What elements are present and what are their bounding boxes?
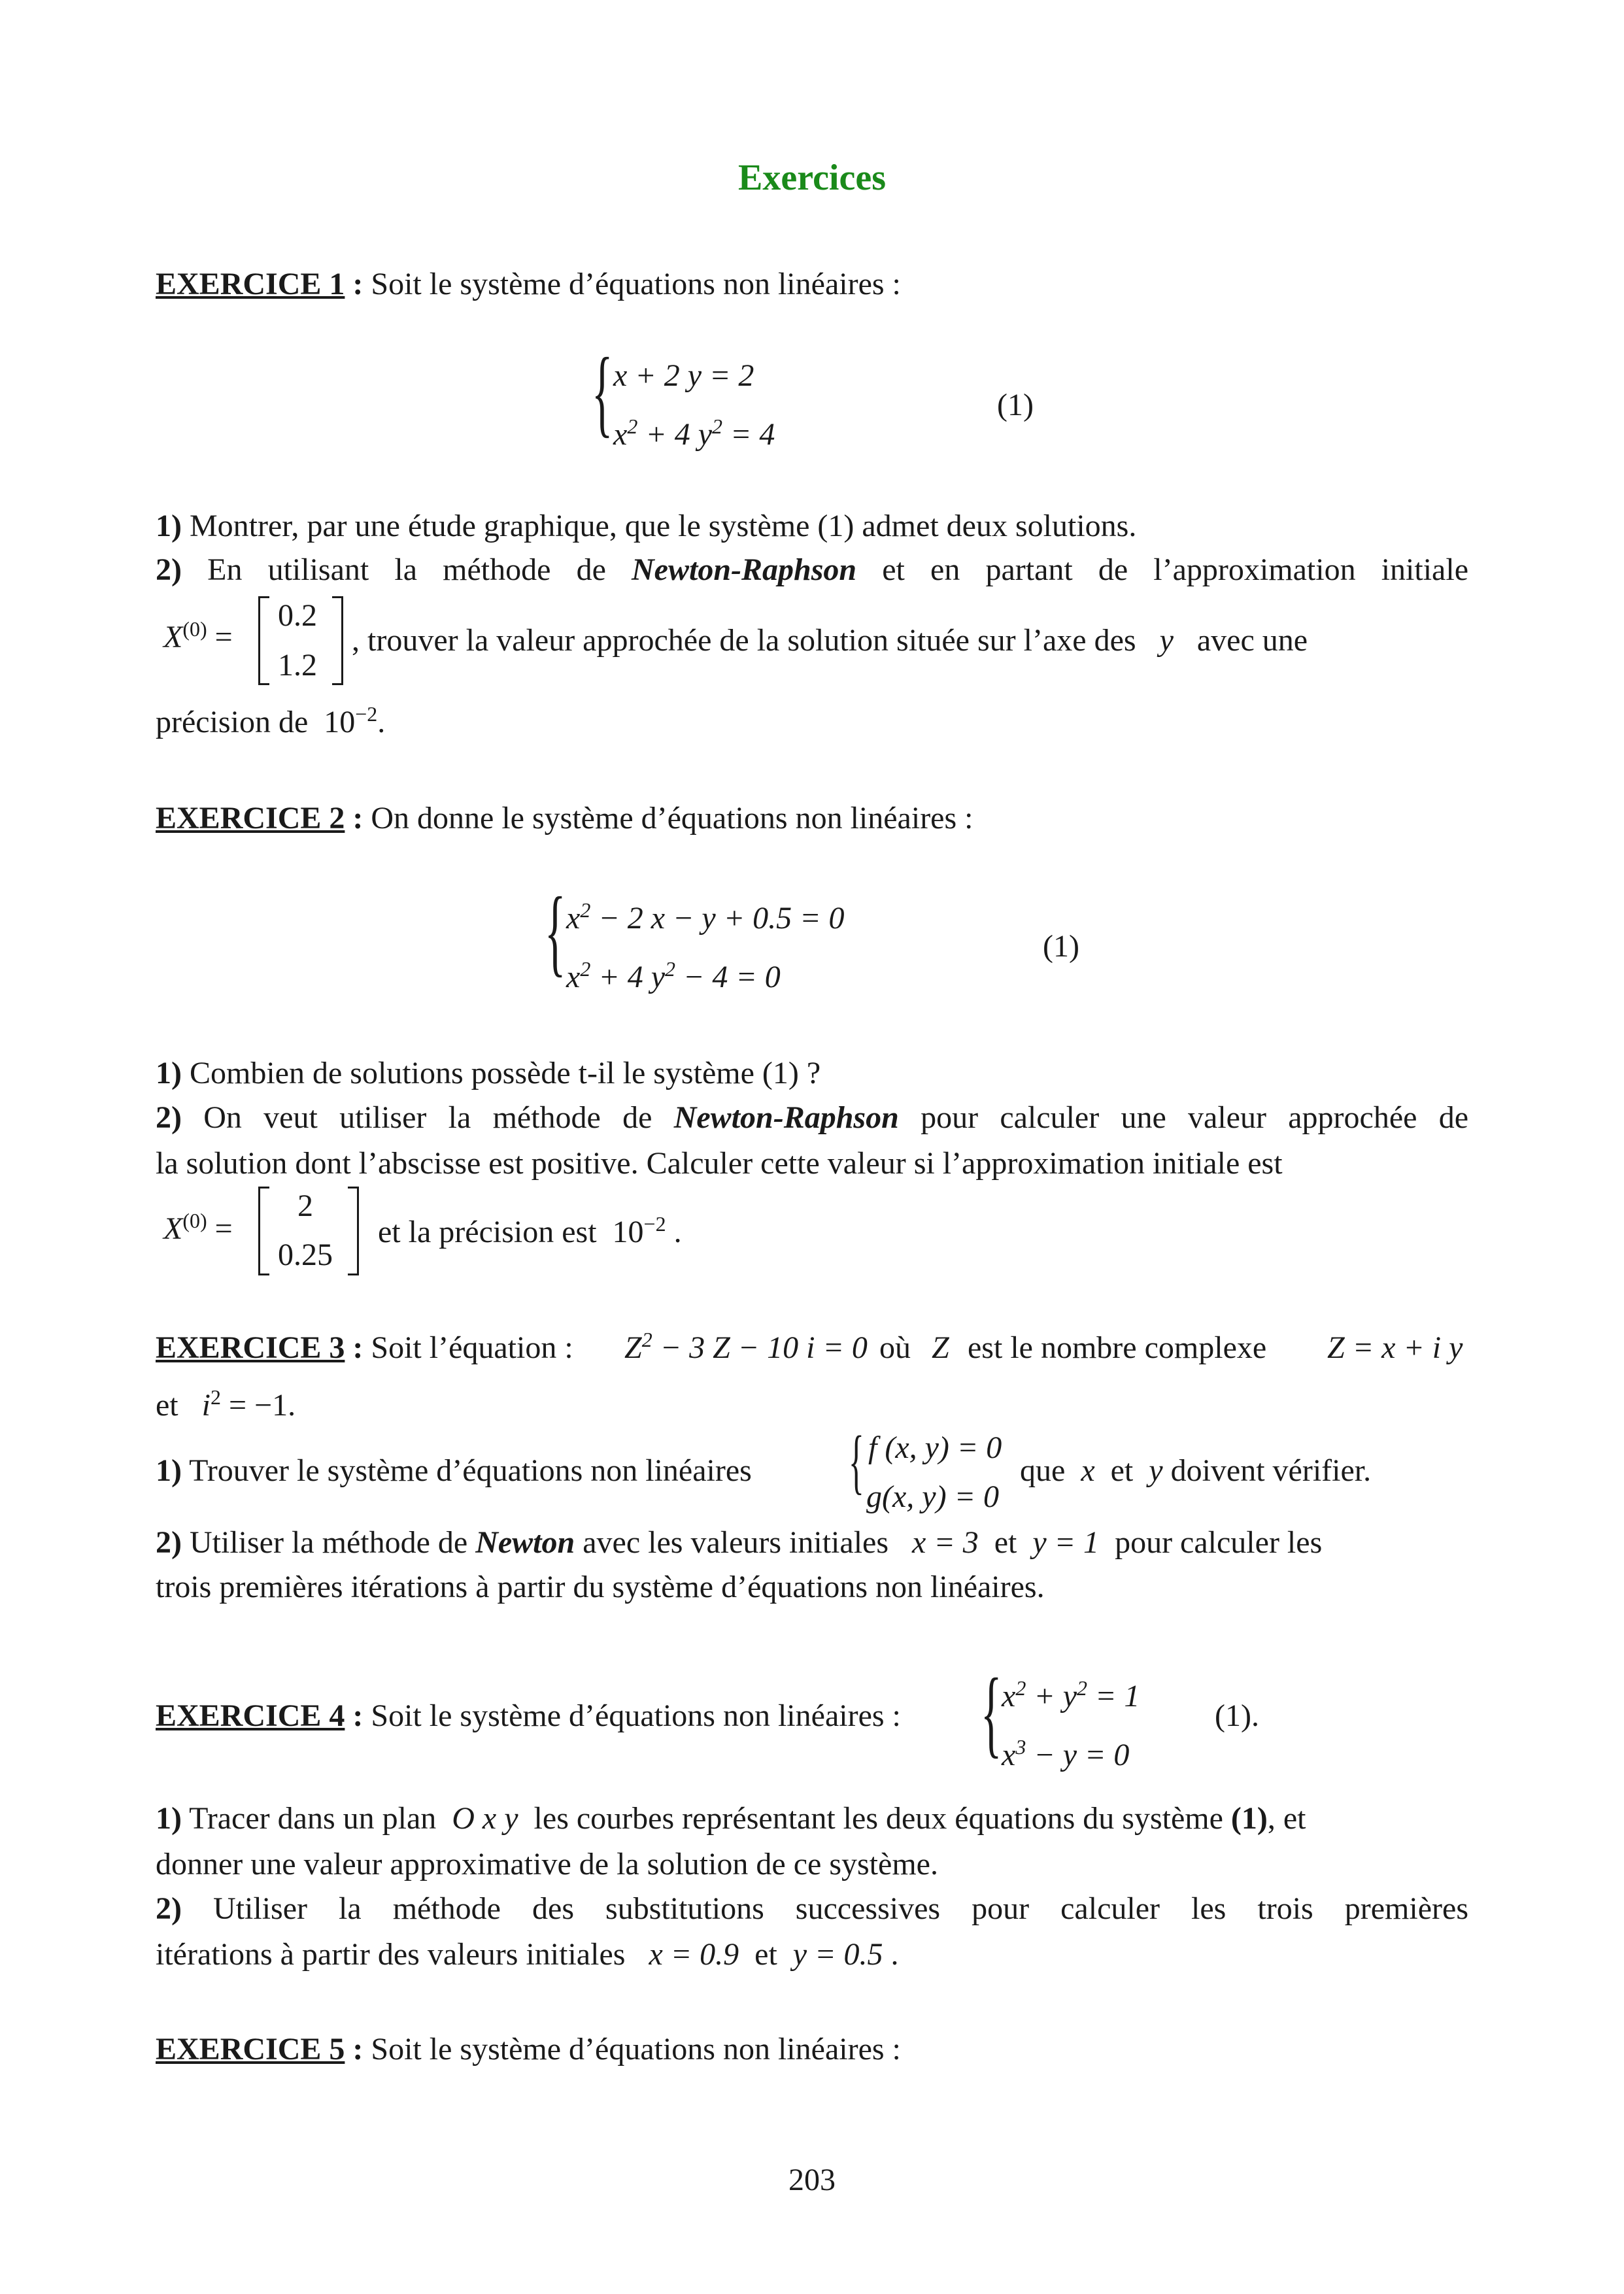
ex3-q1-b: que x et y doivent vérifier.: [1020, 1453, 1372, 1488]
ex1-vec-top: 0.2: [278, 598, 317, 633]
ex1-brace: {: [592, 338, 613, 447]
ex1-q2-line1: 2) En utilisant la méthode de Newton-Raphson et en partant de l’approximation initiale: [156, 552, 1468, 587]
ex2-heading: EXERCICE 2 : On donne le système d’équations non linéaires :: [156, 801, 973, 835]
ex2-x0-label: $X^{(0)}$ =: [163, 1209, 233, 1246]
ex2-q1: 1) Combien de solutions possède t-il le système (1) ?: [156, 1056, 821, 1090]
ex2-q2-line2: la solution dont l’abscisse est positive. Calculer cette valeur si l’approximation initiale est: [156, 1146, 1283, 1181]
ex4-system-number: (1).: [1215, 1698, 1259, 1733]
ex4-q1-line1: 1) Tracer dans un plan O x y les courbes représentant les deux équations du système (1), et: [156, 1801, 1306, 1836]
ex4-eq1: $x^2 + y^2 = 1$: [1002, 1676, 1140, 1713]
ex3-heading: EXERCICE 3 : Soit l’équation :: [156, 1330, 573, 1365]
ex4-heading: EXERCICE 4 : Soit le système d’équations non linéaires :: [156, 1698, 901, 1733]
ex3-q1-a: 1) Trouver le système d’équations non linéaires: [156, 1453, 752, 1488]
ex1-eq1: x + 2 y = 2: [613, 358, 754, 393]
ex3-sys-f: f (x, y) = 0: [868, 1430, 1002, 1465]
ex1-heading: EXERCICE 1 : Soit le système d’équations non linéaires :: [156, 267, 901, 301]
ex1-q2-line3: précision de $10^{-2}$.: [156, 702, 386, 739]
ex2-q2-line1: 2) On veut utiliser la méthode de Newton-Raphson pour calculer une valeur approchée de: [156, 1100, 1468, 1135]
ex3-intro-c: est le nombre complexe: [968, 1330, 1267, 1365]
ex1-x0-label: $X^{(0)}$ =: [163, 617, 233, 654]
ex5-label: EXERCICE 5: [156, 2032, 345, 2066]
ex2-q2-line3: et la précision est $10^{-2}$ .: [378, 1212, 682, 1249]
ex4-q2-line2: itérations à partir des valeurs initiales x = 0.9 et y = 0.5 .: [156, 1937, 899, 1972]
ex3-label: EXERCICE 3: [156, 1330, 345, 1365]
ex3-z-definition: Z = x + i y: [1327, 1330, 1463, 1365]
ex3-z-var: Z: [932, 1330, 949, 1365]
ex4-q1-line2: donner une valeur approximative de la solution de ce système.: [156, 1847, 938, 1881]
ex3-line2: et $i^2 = -1$.: [156, 1385, 296, 1423]
ex1-vec-bottom: 1.2: [278, 648, 317, 683]
ex2-eq2: $x^2 + 4$ $y^2 - 4 = 0$: [566, 957, 781, 994]
ex1-eq2: $x^2 + 4$ $y^2 = 4$: [613, 414, 775, 452]
ex2-vec-top: 2: [297, 1189, 313, 1223]
ex3-q2-line1: 2) Utiliser la méthode de Newton avec les valeurs initiales x = 3 et y = 1 pour calculer les: [156, 1525, 1323, 1560]
ex3-sys-g: g(x, y) = 0: [866, 1479, 999, 1514]
ex1-q2-line2: , trouver la valeur approchée de la solution située sur l’axe des y avec une: [352, 623, 1308, 658]
ex1-label: EXERCICE 1: [156, 267, 345, 301]
page-title: Exercices: [738, 158, 886, 198]
ex3-intro-b: où: [879, 1330, 911, 1365]
ex4-eq2: $x^3 - y = 0$: [1002, 1735, 1130, 1772]
ex5-heading: EXERCICE 5 : Soit le système d’équations non linéaires :: [156, 2032, 901, 2066]
ex4-brace: {: [981, 1659, 1002, 1767]
ex1-bracket-right: [332, 596, 343, 685]
ex2-bracket-left: [258, 1187, 269, 1275]
ex1-q1: 1) Montrer, par une étude graphique, que le système (1) admet deux solutions.: [156, 509, 1137, 543]
ex3-q2-line2: trois premières itérations à partir du système d’équations non linéaires.: [156, 1570, 1045, 1604]
ex3-brace: {: [849, 1421, 864, 1501]
ex2-brace: {: [545, 877, 566, 986]
page-number: 203: [788, 2163, 836, 2197]
ex2-eq1: $x^2 - 2$ x − y + 0.5 = 0: [566, 898, 845, 936]
ex2-system-number: (1): [1043, 929, 1079, 964]
ex1-system-number: (1): [997, 388, 1034, 422]
ex2-bracket-right: [348, 1187, 359, 1275]
ex4-label: EXERCICE 4: [156, 1698, 345, 1733]
ex3-equation: $Z^2 - 3$ Z − 10 i = 0: [624, 1328, 868, 1365]
ex2-label: EXERCICE 2: [156, 801, 345, 835]
ex2-vec-bottom: 0.25: [278, 1238, 333, 1272]
ex4-q2-line1: 2) Utiliser la méthode des substitutions successives pour calculer les trois premières: [156, 1891, 1468, 1926]
ex1-intro: Soit le système d’équations non linéaires :: [363, 267, 901, 301]
ex1-bracket-left: [258, 596, 269, 685]
